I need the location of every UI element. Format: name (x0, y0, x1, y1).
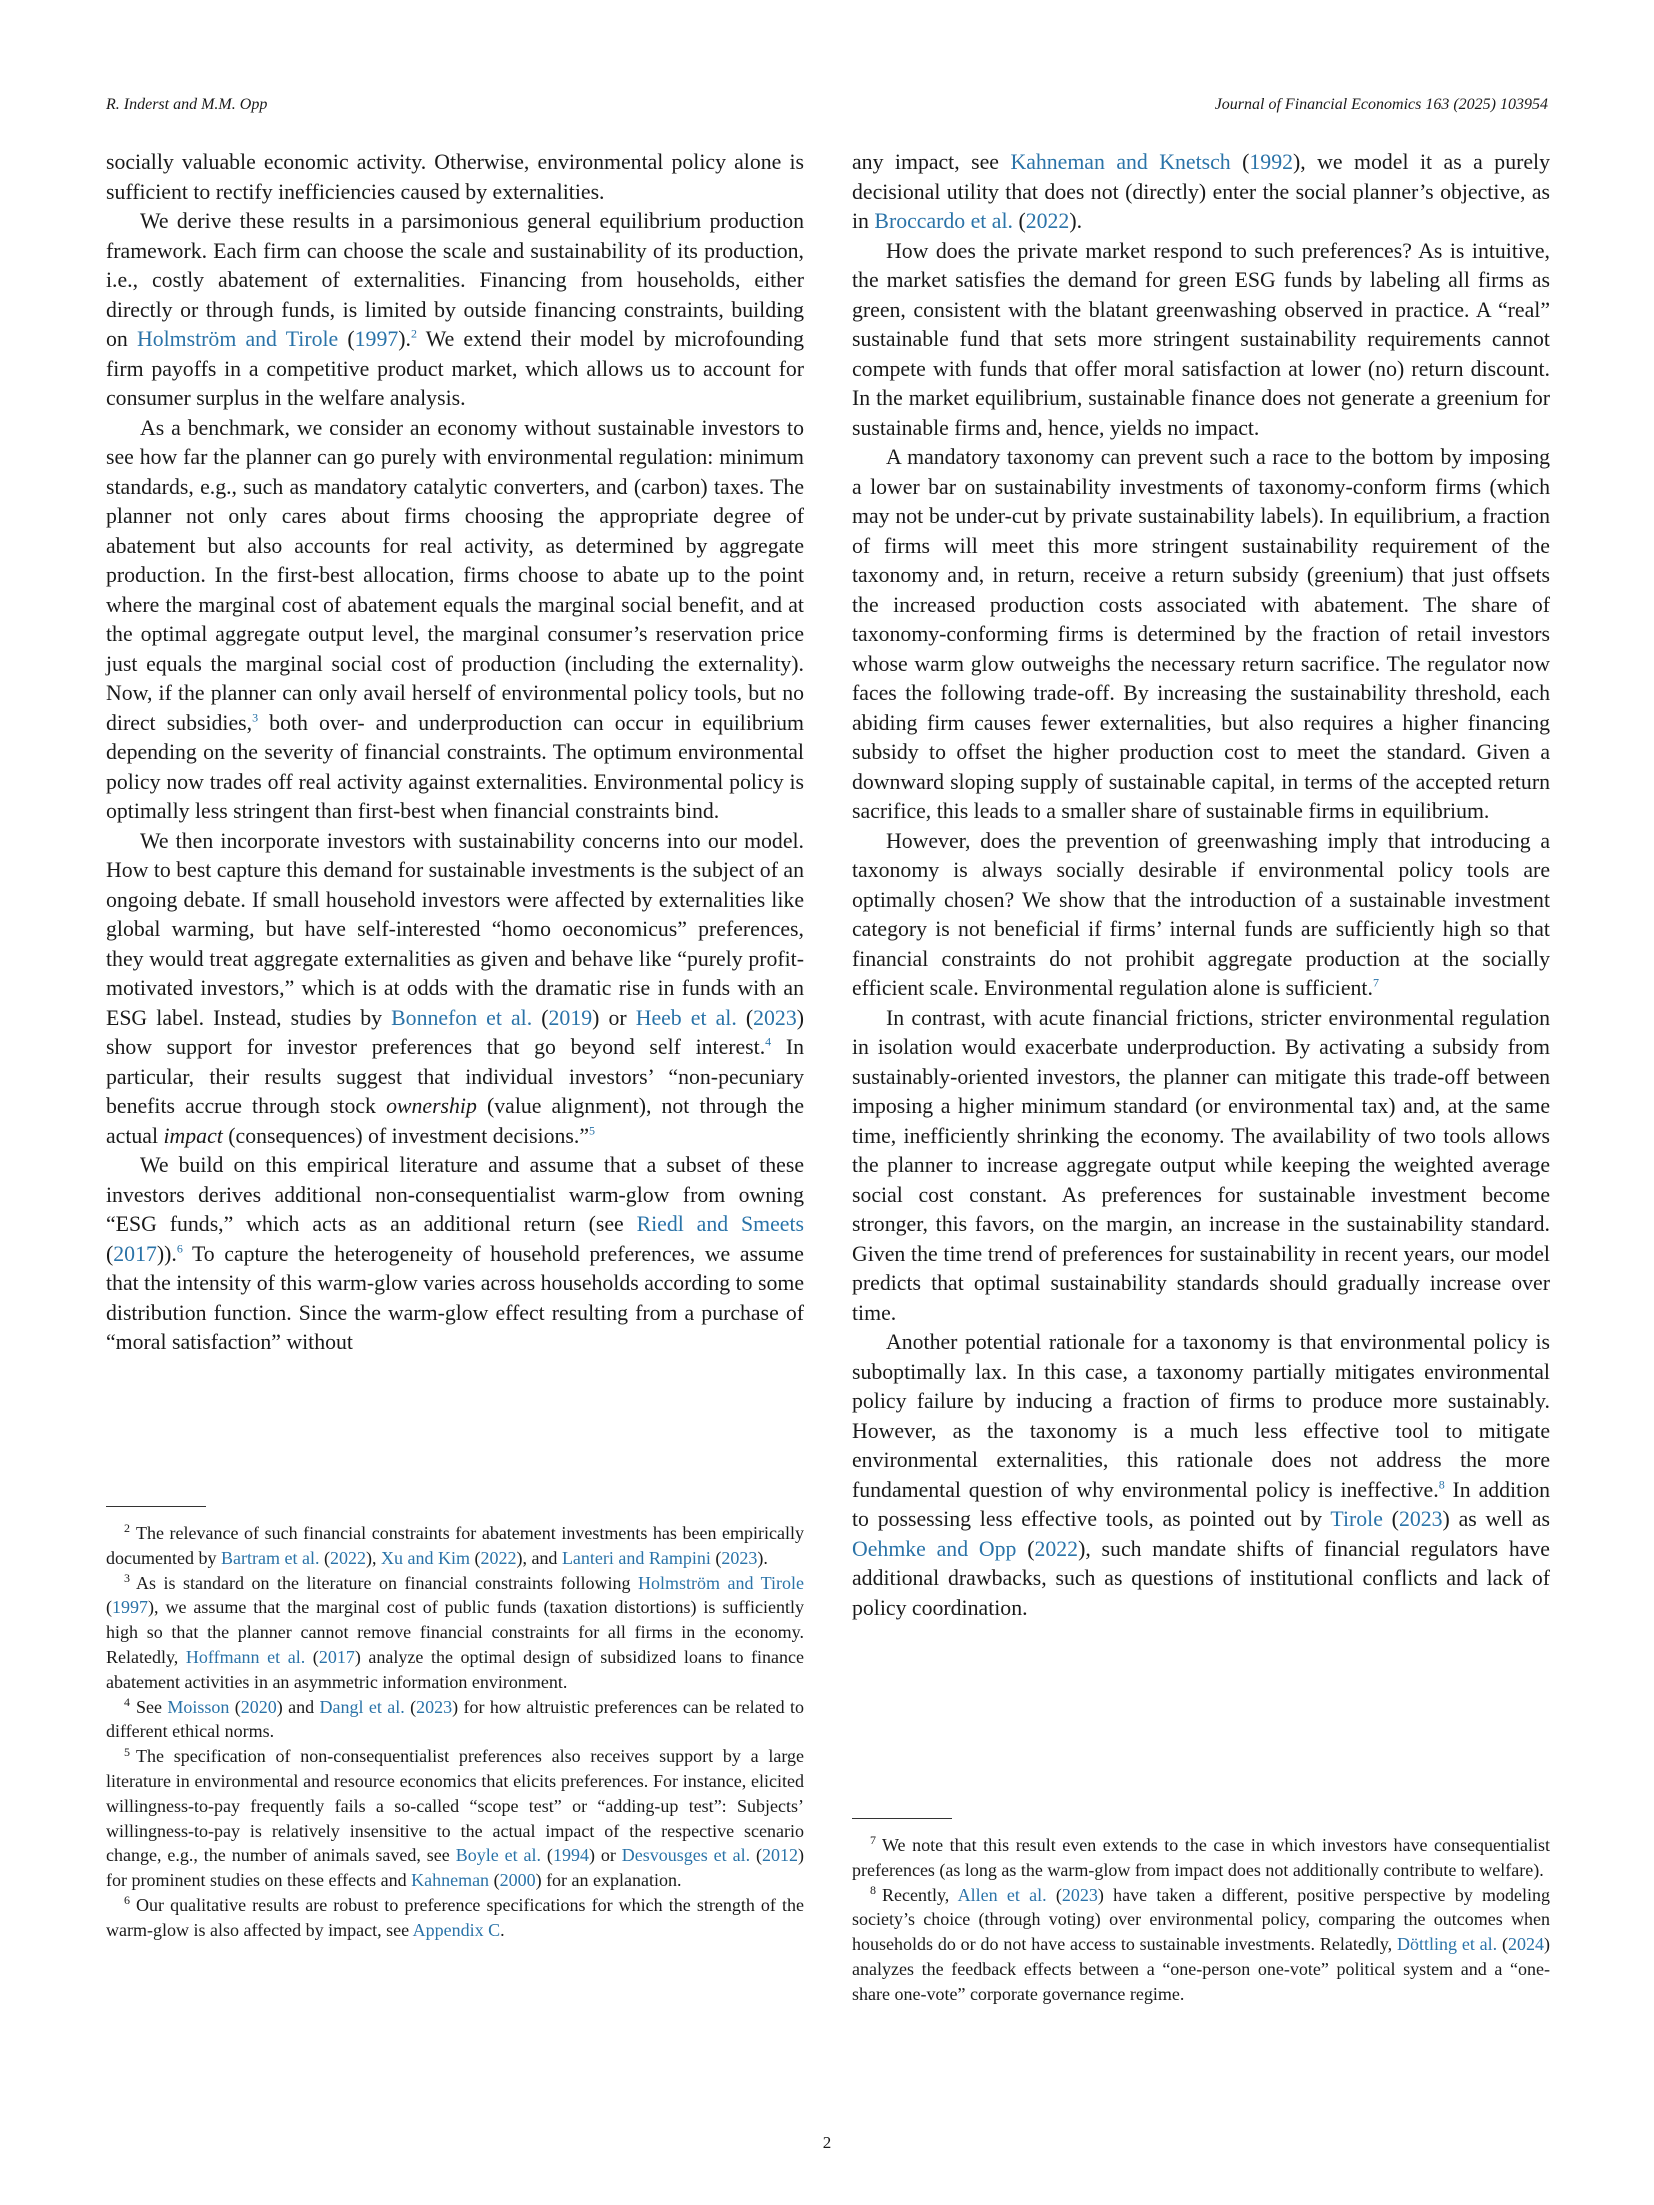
citation-year-link[interactable]: 1997 (354, 327, 399, 351)
footnote: $^3$ As is standard on the literature on financial constraints following Holmström and Tirole (1997), we assume that the marginal cost of public funds (taxation distortions) is sufficiently high so that the planner cannot remove financial constraints for all firms in the economy. Relatedly, Hoffmann et al. (2017) analyze the optimal design of subsidized loans to finance abatement activities in an asymmetric information environment. (106, 1571, 804, 1692)
citation-link[interactable]: Döttling et al. (1396, 1934, 1498, 1955)
footnote-marker[interactable]: 4 (765, 1034, 772, 1049)
citation-year-link[interactable]: 2020 (240, 1696, 277, 1717)
paragraph: We then incorporate investors with sustainability concerns into our model. How to best capture this demand for sustainable investments is the subject of an ongoing debate. If small household investors were affected by externalities like global warming, but have self-interested “homo oeconomicus” preferences, they would treat aggregate externalities as given and behave like “purely profit-motivated investors,” which is at odds with the dramatic rise in funds with an ESG label. Instead, studies by Bonnefon et al. (2019) or Heeb et al. (2023) show support for investor preferences that go beyond self interest.$^4$ In particular, their results suggest that individual investors’ “non-pecuniary benefits accrue through stock ownership (value alignment), not through the actual impact (consequences) of investment decisions.”$^5$ (106, 828, 804, 1148)
right-column (852, 148, 1550, 1623)
citation-link[interactable]: Holmström and Tirole (637, 1572, 804, 1593)
footnote-marker[interactable]: 3 (252, 710, 259, 725)
footnote: $^2$ The relevance of such financial constraints for abatement investments has been empirically documented by Bartram et al. (2022), Xu and Kim (2022), and Lanteri and Rampini (2023). (106, 1521, 804, 1568)
citation-link[interactable]: Tirole (1330, 1507, 1383, 1531)
citation-link[interactable]: Hoffmann et al. (185, 1646, 306, 1667)
citation-link[interactable]: Boyle et al. (455, 1845, 542, 1866)
paragraph: How does the private market respond to such preferences? As is intuitive, the market satisfies the demand for green ESG funds by labeling all firms as green, consistent with the blatant greenwashing observed in practice. A “real” sustainable fund that sets more stringent sustainability requirements cannot compete with funds that offer moral satisfaction at lower (no) return discount. In the market equilibrium, sustainable finance does not generate a greenium for sustainable firms and, hence, yields no impact. (852, 238, 1550, 440)
footnote: $^4$ See Moisson (2020) and Dangl et al. (2023) for how altruistic preferences can be related to different ethical norms. (106, 1694, 804, 1742)
footnote-divider (852, 1818, 952, 1819)
citation-link[interactable]: Bartram et al. (220, 1547, 320, 1568)
citation-link[interactable]: Lanteri and Rampini (561, 1547, 711, 1568)
page-number: 2 (822, 2133, 832, 2152)
citation-year-link[interactable]: 2022 (1034, 1536, 1079, 1561)
paragraph: Another potential rationale for a taxonomy is that environmental policy is suboptimally lax. In this case, a taxonomy partially mitigates environmental policy failure by inducing a fraction of firms to produce more sustainably. However, as the taxonomy is a much less effective tool to mitigate environmental externalities, this rationale does not address the more fundamental question of why environmental policy is ineffective.$^8$ In addition to possessing less effective tools, as pointed out by Tirole (2023) as well as Oehmke and Opp (2022), such mandate shifts of financial regulators have additional drawbacks, such as questions of institutional conflicts and lack of policy coordination. (852, 1330, 1551, 1620)
citation-link[interactable]: Holmström and Tirole (136, 327, 339, 351)
citation-year-link[interactable]: 2022 (329, 1547, 366, 1568)
citation-link[interactable]: Riedl and Smeets (636, 1212, 804, 1236)
paragraph: socially valuable economic activity. Otherwise, environmental policy alone is sufficient to rectify inefficiencies caused by externalities. (106, 150, 804, 204)
citation-year-link[interactable]: 2023 (1061, 1884, 1098, 1905)
citation-link[interactable]: Broccardo et al. (874, 209, 1013, 233)
citation-link[interactable]: Heeb et al. (635, 1005, 737, 1030)
citation-link[interactable]: Bonnefon et al. (391, 1005, 533, 1030)
footnote-marker[interactable]: 5 (589, 1123, 596, 1138)
paragraph: A mandatory taxonomy can prevent such a race to the bottom by imposing a lower bar on sustainability investments of taxonomy-conform firms (which may not be under-cut by private sustainability labels). In equilibrium, a fraction of firms will meet this more stringent sustainability requirement of the taxonomy and, in return, receive a return subsidy (greenium) that just offsets the increased production costs associated with abatement. The share of taxonomy-conforming firms is determined by the fraction of retail investors whose warm glow outweighs the necessary return sacrifice. The regulator now faces the following trade-off. By increasing the sustainability threshold, each abiding firm causes fewer externalities, but also requires a higher financing subsidy to offset the higher production cost to meet the standard. Given a downward sloping supply of sustainable capital, in terms of the accepted return sacrifice, this leads to a smaller share of sustainable firms in equilibrium. (852, 445, 1550, 823)
citation-link[interactable]: Oehmke and Opp (852, 1536, 1017, 1561)
footnotes-left (106, 1506, 804, 1943)
footnote-marker[interactable]: 2 (410, 326, 417, 341)
footnote: $^6$ Our qualitative results are robust to preference specifications for which the strength of the warm-glow is also affected by impact, see Appendix C. (106, 1893, 804, 1940)
paragraph: We derive these results in a parsimonious general equilibrium production framework. Each firm can choose the scale and sustainability of its production, i.e., costly abatement of externalities. Financing from households, either directly or through funds, is limited by outside financing constraints, building on Holmström and Tirole (1997).$^2$ We extend their model by microfounding firm payoffs in a competitive product market, which allows us to account for consumer surplus in the welfare analysis. (106, 209, 804, 410)
citation-year-link[interactable]: 1997 (112, 1597, 148, 1618)
citation-link[interactable]: Xu and Kim (380, 1547, 470, 1568)
footnote-marker[interactable]: 8 (1438, 1477, 1445, 1492)
footnote: $^5$ The specification of non-consequentialist preferences also receives support by a large literature in environmental and resource economics that elicits preferences. For instance, elicited willingness-to-pay frequently fails a so-called “scope test” or “adding-up test”: Subjects’ willingness-to-pay is relatively insensitive to the actual impact of the respective scenario change, e.g., the number of animals saved, see Boyle et al. (1994) or Desvousges et al. (2012) for prominent studies on these effects and Kahneman (2000) for an explanation. (106, 1744, 804, 1891)
appendix-link[interactable]: Appendix C (412, 1919, 501, 1940)
citation-year-link[interactable]: 2022 (480, 1547, 517, 1568)
citation-year-link[interactable]: 2000 (499, 1870, 536, 1891)
citation-link[interactable]: Moisson (167, 1696, 230, 1717)
paragraph: any impact, see Kahneman and Knetsch (1992), we model it as a purely decisional utility that does not (directly) enter the social planner’s objective, as in Broccardo et al. (2022). (852, 150, 1550, 233)
running-header (106, 96, 1548, 114)
footnote: $^8$ Recently, Allen et al. (2023) have taken a different, positive perspective by modeling society’s choice (through voting) over environmental policy, comparing the outcomes when households do or do not have access to sustainable investments. Relatedly, Döttling et al. (2024) analyzes the feedback effects between a “one-person one-vote” political system and a “one-share one-vote” corporate governance regime. (852, 1883, 1550, 2004)
paragraph: However, does the prevention of greenwashing imply that introducing a taxonomy is always socially desirable if environmental policy tools are optimally chosen? We show that the introduction of a sustainable investment category is not beneficial if firms’ internal funds are sufficiently high so that financial constraints do not prohibit aggregate production at the socially efficient scale. Environmental regulation alone is sufficient.$^7$ (852, 828, 1550, 1000)
citation-link[interactable]: Dangl et al. (319, 1696, 405, 1717)
citation-year-link[interactable]: 2023 (721, 1547, 758, 1568)
citation-year-link[interactable]: 2017 (113, 1241, 157, 1266)
citation-link[interactable]: Desvousges et al. (621, 1845, 751, 1866)
footnote-marker[interactable]: 7 (1372, 975, 1379, 990)
citation-link[interactable]: Allen et al. (957, 1884, 1047, 1905)
left-column (106, 148, 804, 1358)
citation-year-link[interactable]: 2024 (1508, 1934, 1544, 1955)
citation-year-link[interactable]: 1994 (552, 1845, 589, 1866)
citation-year-link[interactable]: 2012 (762, 1845, 798, 1866)
footnote: $^7$ We note that this result even extends to the case in which investors have consequentialist preferences (as long as the warm-glow from impact does not additionally contribute to welfare). (852, 1833, 1550, 1880)
paragraph: In contrast, with acute financial frictions, stricter environmental regulation in isolation would exacerbate underproduction. By activating a subsidy from sustainably-oriented investors, the planner can mitigate this trade-off between imposing a higher minimum standard (or environmental tax) and, at the same time, inefficiently shrinking the economy. The availability of two tools allows the planner to increase aggregate output while keeping the weighted average social cost constant. As preferences for sustainable investment become stronger, this favors, on the margin, an increase in the sustainability standard. Given the time trend of preferences for sustainability in recent years, our model predicts that optimal sustainability standards should gradually increase over time. (852, 1005, 1550, 1325)
citation-year-link[interactable]: 2017 (318, 1646, 355, 1667)
paragraph: As a benchmark, we consider an economy without sustainable investors to see how far the planner can go purely with environmental regulation: minimum standards, e.g., such as mandatory catalytic converters, and (carbon) taxes. The planner not only cares about firms choosing the appropriate degree of abatement but also accounts for real activity, as determined by aggregate production. In the first-best allocation, firms choose to abate up to the point where the marginal cost of abatement equals the marginal social benefit, and at the optimal aggregate output level, the marginal consumer’s reservation price just equals the marginal social cost of production (including the externality). Now, if the planner can only avail herself of environmental policy tools, but no direct subsidies,$^3$ both over- and underproduction can occur in equilibrium depending on the severity of financial constraints. The optimum environmental policy now trades off real activity against externalities. Environmental policy is optimally less stringent than first-best when financial constraints bind. (106, 415, 804, 823)
citation-link[interactable]: Kahneman and Knetsch (1010, 150, 1231, 174)
citation-link[interactable]: Kahneman (411, 1870, 490, 1891)
header-journal: Journal of Financial Economics 163 (2025) 103954 (1214, 96, 1548, 113)
citation-year-link[interactable]: 2022 (1025, 209, 1070, 233)
paragraph: We build on this empirical literature and assume that a subset of these investors derives additional non-consequentialist warm-glow from owning “ESG funds,” which acts as an additional return (see Riedl and Smeets (2017)).$^6$ To capture the heterogeneity of household preferences, we assume that the intensity of this warm-glow varies across households according to some distribution function. Since the warm-glow effect resulting from a purchase of “moral satisfaction” without (106, 1153, 804, 1354)
citation-year-link[interactable]: 2023 (753, 1005, 797, 1030)
citation-year-link[interactable]: 2023 (416, 1696, 453, 1717)
footnote-divider (106, 1506, 206, 1507)
footnotes-right (852, 1818, 1550, 2007)
citation-year-link[interactable]: 2019 (548, 1005, 593, 1030)
header-authors: R. Inderst and M.M. Opp (106, 96, 268, 113)
footnote-marker[interactable]: 6 (176, 1241, 183, 1256)
citation-year-link[interactable]: 2023 (1398, 1507, 1443, 1531)
citation-year-link[interactable]: 1992 (1249, 150, 1293, 174)
